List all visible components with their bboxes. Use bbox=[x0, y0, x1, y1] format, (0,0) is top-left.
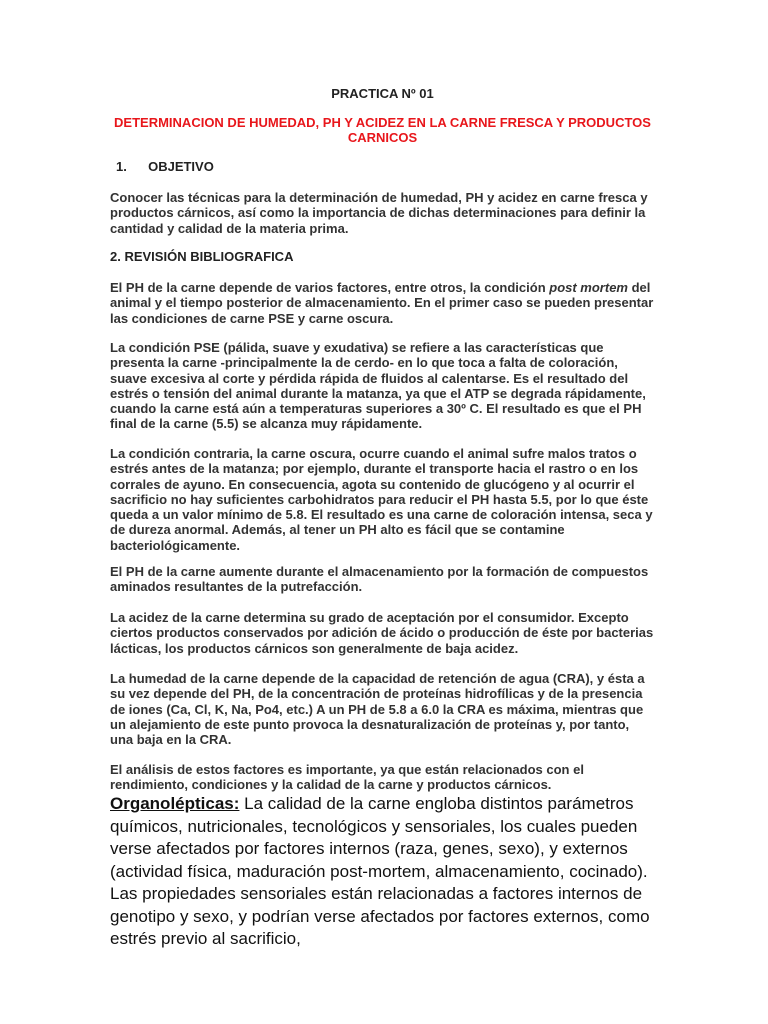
organolepticas-text: La calidad de la carne engloba distintos parámetros químicos, nutricionales, tecnológicos y sensoriales, los cuales pueden verse afectados por factores internos (raza, genes, sexo), y externos (actividad física, maduración post-mortem, almacenamiento, cocinado). Las propiedades sensoriales están relacionadas a factores internos de genotipo y sexo, y podrían verse afectados por factores externos, como estrés previo al sacrificio, bbox=[110, 794, 650, 948]
revision-paragraph-2: La condición PSE (pálida, suave y exudativa) se refiere a las características que presenta la carne -principalmente la de cerdo- en lo que toca a falta de coloración, suave excesiva al corte y pérdida rápida de fluidos al calentarse. Es el resultado del estrés o tensión del animal durante la matanza, ya que el ATP se degrada rápidamente, cuando la carne está aún a temperaturas superiores a 30º C. El resultado es que el PH final de la carne (5.5) se alcanza muy rápidamente. bbox=[110, 340, 646, 432]
emphasis-text: post mortem bbox=[549, 280, 628, 295]
revision-paragraph-7: El análisis de estos factores es importante, ya que están relacionados con el rendimiento, condiciones y la calidad de la carne y productos cárnicos. bbox=[110, 762, 584, 793]
section-title: OBJETIVO bbox=[148, 159, 214, 174]
section-objetivo-heading bbox=[116, 159, 214, 174]
page-title: PRACTICA Nº 01 bbox=[331, 86, 434, 101]
revision-paragraph-1 bbox=[110, 280, 655, 326]
paragraph-text: El PH de la carne depende de varios factores, entre otros, la condición bbox=[110, 280, 550, 295]
objetivo-paragraph: Conocer las técnicas para la determinación de humedad, PH y acidez en carne fresca y productos cárnicos, así como la importancia de dichas determinaciones para definir la cantidad y calidad de la materia prima. bbox=[110, 190, 648, 236]
section-number: 1. bbox=[116, 159, 127, 174]
revision-paragraph-4: El PH de la carne aumente durante el almacenamiento por la formación de compuestos aminados resultantes de la putrefacción. bbox=[110, 564, 649, 595]
revision-paragraph-5: La acidez de la carne determina su grado de aceptación por el consumidor. Excepto ciertos productos conservados por adición de ácido o producción de éste por bacterias lácticas, los productos cárnicos son generalmente de baja acidez. bbox=[110, 610, 654, 656]
page-subtitle: DETERMINACION DE HUMEDAD, PH Y ACIDEZ EN LA CARNE FRESCA Y PRODUCTOS CARNICOS bbox=[114, 115, 651, 145]
revision-paragraph-3: La condición contraria, la carne oscura, ocurre cuando el animal sufre malos tratos o estrés antes de la matanza; por ejemplo, durante el transporte hacia el rastro o en los corrales de ayuno. En consecuencia, agota su contenido de glucógeno y al ocurrir el sacrificio no hay suficientes carbohidratos para reducir el PH hasta 5.5, por lo que éste queda a un valor mínimo de 5.8. El resultado es una carne de coloración intensa, seca y de dureza anormal. Además, al tener un PH alto es fácil que se contamine bacteriológicamente. bbox=[110, 446, 653, 553]
section-revision-heading: 2. REVISIÓN BIBLIOGRAFICA bbox=[110, 249, 294, 264]
paragraph-text: del animal y el tiempo posterior de almacenamiento. En el primer caso se pueden presentar las condiciones de carne PSE y carne oscura. bbox=[110, 280, 654, 326]
revision-paragraph-6: La humedad de la carne depende de la capacidad de retención de agua (CRA), y ésta a su vez depende del PH, de la concentración de proteínas hidrofílicas y de la presencia de iones (Ca, Cl, K, Na, Po4, etc.) A un PH de 5.8 a 6.0 la CRA es máxima, mientras que un alejamiento de este punto provoca la desnaturalización de proteínas y, por tanto, una baja en la CRA. bbox=[110, 671, 645, 748]
organolepticas-paragraph bbox=[110, 793, 658, 951]
organolepticas-lead: Organolépticas: bbox=[110, 794, 240, 813]
